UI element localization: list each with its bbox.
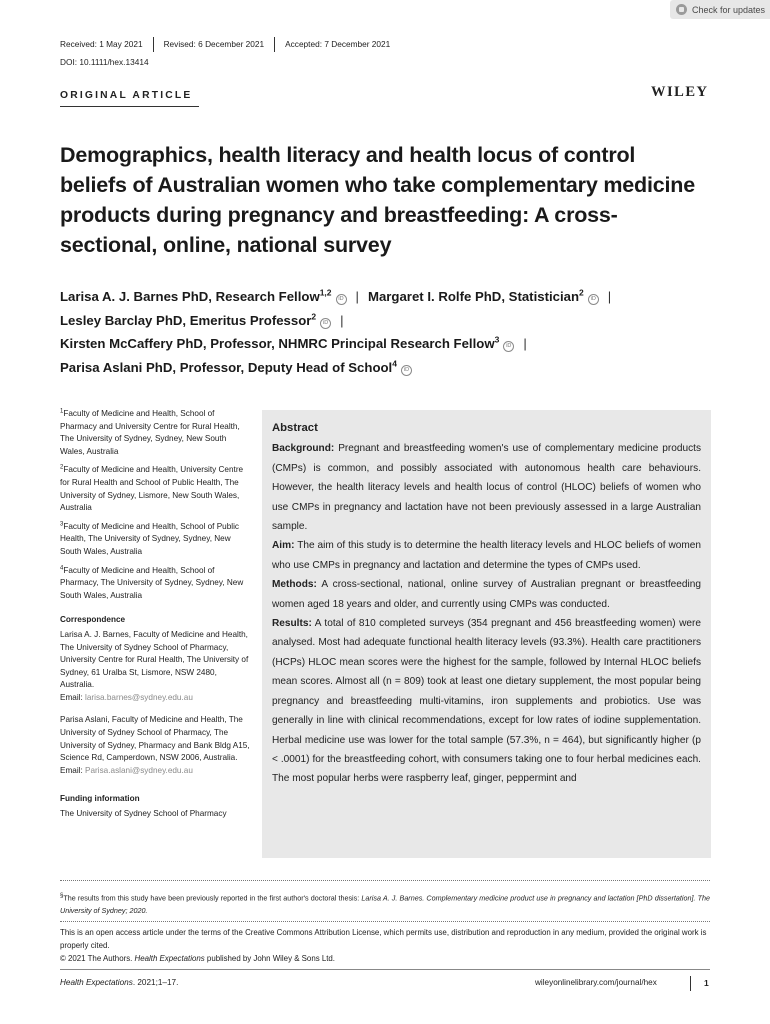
author-list bbox=[60, 285, 710, 379]
abstract-box bbox=[262, 410, 711, 858]
article-dates bbox=[60, 36, 400, 52]
affiliation-text: Faculty of Medicine and Health, School of Public Health, The University of Sydney, Sydney, New South Wales, Australia bbox=[60, 521, 240, 556]
doi[interactable]: DOI: 10.1111/hex.13414 bbox=[60, 57, 149, 67]
check-for-updates-label: Check for updates bbox=[692, 4, 766, 15]
footer-divider bbox=[60, 969, 710, 970]
author-name: Lesley Barclay PhD, Emeritus Professor bbox=[60, 312, 312, 328]
abstract-section-text: Pregnant and breastfeeding women's use of complementary medicine products (CMPs) is common, and possibly associated with autonomous health care behaviours. However, the health literacy levels and health locus of control (HLOC) beliefs of women who use CMPs in pregnancy and lactation have not been previously assessed in a large Australian sample. bbox=[272, 443, 701, 533]
article-type-underline bbox=[60, 106, 199, 107]
author-affiliation-number: 2 bbox=[579, 287, 584, 298]
footnote-marker: § bbox=[60, 893, 64, 899]
orcid-icon[interactable]: iD bbox=[320, 318, 331, 329]
affiliation bbox=[60, 464, 250, 514]
email-link[interactable]: Parisa.aslani@sydney.edu.au bbox=[85, 765, 193, 775]
copyright-prefix: © 2021 The Authors. bbox=[60, 953, 135, 963]
affiliation-number: 3 bbox=[60, 521, 64, 528]
abstract-section-label: Aim: bbox=[272, 540, 295, 552]
copyright-suffix: published by John Wiley & Sons Ltd. bbox=[204, 953, 336, 963]
accepted-date: Accepted: 7 December 2021 bbox=[285, 39, 391, 49]
author-name: Parisa Aslani PhD, Professor, Deputy Head of School bbox=[60, 359, 393, 375]
correspondence-address: Parisa Aslani, Faculty of Medicine and Health, The University of Sydney School of Pharmacy, The University of Sydney, Pharmacy and Bank Bldg A15, Science Rd, Camperdown, NSW 2006, Australia. bbox=[60, 715, 250, 763]
article-type: ORIGINAL ARTICLE bbox=[60, 90, 193, 101]
publisher-logo: WILEY bbox=[651, 84, 709, 100]
abstract-section-text: A cross-sectional, national, online survey of Australian pregnant or breastfeeding women aged 18 years and older, and currently using CMPs was conducted. bbox=[272, 579, 701, 610]
article-title: Demographics, health literacy and health locus of control beliefs of Australian women who take complementary medicine products during pregnancy and breastfeeding: A cross-sectional, online, national survey bbox=[60, 143, 695, 257]
abstract-sections bbox=[272, 439, 701, 788]
author-name: Kirsten McCaffery PhD, Professor, NHMRC Principal Research Fellow bbox=[60, 336, 495, 351]
abstract-section-label: Background: bbox=[272, 443, 335, 455]
correspondence-heading: Correspondence bbox=[60, 615, 126, 625]
license-text: This is an open access article under the terms of the Creative Commons Attribution License, which permits use, distribution and reproduction in any medium, provided the original work is properly cited. bbox=[60, 928, 707, 950]
page-number-divider bbox=[690, 976, 691, 991]
affiliation bbox=[60, 521, 250, 559]
affiliation-number: 2 bbox=[60, 464, 64, 471]
author-separator: | bbox=[607, 289, 612, 304]
funding-text: The University of Sydney School of Pharmacy bbox=[60, 809, 227, 819]
correspondence-block bbox=[60, 714, 250, 777]
copyright-journal: Health Expectations bbox=[134, 953, 205, 963]
copyright-line bbox=[60, 953, 710, 966]
footer-journal-name: Health Expectations bbox=[60, 978, 133, 987]
email-link[interactable]: larisa.barnes@sydney.edu.au bbox=[85, 692, 193, 702]
footnote-citation: Larisa A. J. Barnes. Complementary medicine product use in pregnancy and lactation [PhD dissertation]. The University of Sydney; 2020. bbox=[60, 893, 710, 915]
affiliation-text: Faculty of Medicine and Health, School of Pharmacy, The University of Sydney, Sydney, New South Wales, Australia bbox=[60, 565, 244, 600]
license bbox=[60, 927, 710, 965]
affiliation-number: 4 bbox=[60, 564, 64, 571]
orcid-icon[interactable]: iD bbox=[503, 341, 514, 352]
author-separator: | bbox=[340, 312, 344, 328]
author-affiliation-number: 2 bbox=[311, 311, 317, 322]
affiliation bbox=[60, 565, 250, 603]
footer-url[interactable]: wileyonlinelibrary.com/journal/hex bbox=[535, 978, 657, 987]
license-divider bbox=[60, 921, 710, 922]
footer-journal bbox=[60, 978, 178, 987]
author-affiliation-number: 1,2 bbox=[319, 287, 332, 298]
orcid-icon[interactable]: iD bbox=[336, 294, 347, 305]
abstract-section-label: Methods: bbox=[272, 579, 317, 591]
author-affiliation-number: 3 bbox=[494, 334, 500, 345]
author-separator: | bbox=[355, 289, 359, 304]
affiliation-text: Faculty of Medicine and Health, University Centre for Rural Health and School of Public Health, The University of Sydney, Lismore, New South Wales, Australia bbox=[60, 465, 244, 513]
page-number: 1 bbox=[704, 978, 709, 988]
abstract-heading: Abstract bbox=[272, 422, 318, 434]
author-name: Margaret I. Rolfe PhD, Statistician bbox=[367, 289, 580, 304]
author-affiliation-number: 4 bbox=[392, 358, 397, 369]
footnote-text: The results from this study have been previously reported in the first author's doctoral thesis: bbox=[63, 893, 362, 903]
email-label: Email: bbox=[60, 692, 86, 702]
affiliations-column bbox=[60, 408, 250, 827]
check-updates-icon bbox=[676, 4, 687, 15]
abstract-section bbox=[272, 614, 701, 789]
orcid-icon[interactable]: iD bbox=[401, 365, 412, 376]
correspondence-block bbox=[60, 629, 250, 705]
revised-date: Revised: 6 December 2021 bbox=[163, 39, 265, 49]
footer-citation: . 2021;1–17. bbox=[132, 978, 179, 987]
correspondence-address: Larisa A. J. Barnes, Faculty of Medicine and Health, The University of Sydney School of Pharmacy, University Centre for Rural Health, The University of Sydney, 61 Uralba St, Lismore, NSW 2480, Australia. bbox=[60, 629, 249, 690]
abstract-section-label: Results: bbox=[272, 618, 312, 630]
footnote bbox=[60, 890, 710, 917]
abstract-section bbox=[272, 536, 701, 575]
check-for-updates-badge[interactable] bbox=[670, 0, 770, 19]
footnote-divider bbox=[60, 880, 710, 881]
email-label: Email: bbox=[60, 765, 86, 775]
funding-heading: Funding information bbox=[60, 794, 140, 804]
affiliation-text: Faculty of Medicine and Health, School of Pharmacy and University Centre for Rural Health, The University of Sydney, Sydney, New South Wales, Australia bbox=[60, 409, 240, 456]
affiliation bbox=[60, 408, 250, 458]
author-name: Larisa A. J. Barnes PhD, Research Fellow bbox=[60, 289, 320, 304]
received-date: Received: 1 May 2021 bbox=[60, 39, 143, 49]
author-separator: | bbox=[523, 336, 527, 351]
affiliation-number: 1 bbox=[60, 408, 64, 415]
orcid-icon[interactable]: iD bbox=[588, 294, 599, 305]
abstract-section-text: The aim of this study is to determine the health literacy levels and HLOC beliefs of women who use CMPs in pregnancy and lactation and determine the types of CMPs used. bbox=[272, 540, 702, 571]
abstract-section-text: A total of 810 completed surveys (354 pregnant and 456 breastfeeding women) were analysed. Most had adequate functional health literacy levels (93.3%). Health care practitioners (HCPs) HLOC mean scores were the highest for the sample, followed by Internal HLOC beliefs mean scores. Almost all (n = 809) took at least one dietary supplement, the most popular being pregnancy and breastfeeding multi-vitamins, iron supplements and probiotics. Use was generally in line with clinical recommendations, except for low rates of iodine supplementation. Herbal medicine use was lower for the total sample (57.3%, n = 464), but significantly higher (p < .0001) for the breastfeeding cohort, with consumers taking one to four herbal medicines each. The most popular herbs were raspberry leaf, ginger, peppermint and bbox=[272, 618, 701, 785]
abstract-section bbox=[272, 575, 701, 614]
abstract-section bbox=[272, 439, 701, 536]
